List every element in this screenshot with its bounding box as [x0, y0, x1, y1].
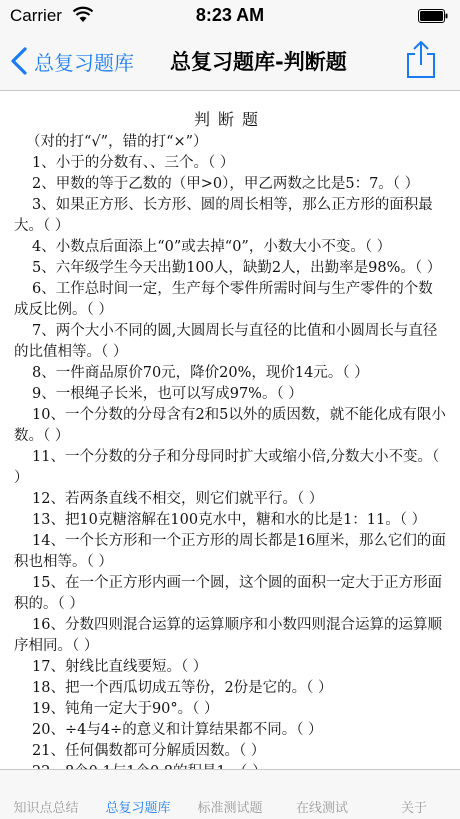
question-item: 13、把10克糖溶解在100克水中，糖和水的比是1：11。（ ） — [32, 512, 427, 528]
chevron-left-icon — [8, 46, 30, 76]
back-button[interactable] — [8, 44, 134, 78]
tab-label: 关于 — [400, 800, 427, 815]
tab-label: 总复习题库 — [105, 800, 171, 815]
question-item: 5、六年级学生今天出勤100人，缺勤2人，出勤率是98%。（ ） — [32, 260, 442, 276]
question-item: 6、工作总时间一定，生产每个零件所需时间与生产零件的个数成反比例。（ ） — [14, 281, 433, 318]
tab-about[interactable] — [368, 770, 460, 819]
document-content[interactable] — [0, 91, 460, 769]
tab-bar — [0, 769, 460, 819]
document-title: 判断题 — [193, 110, 266, 129]
question-item: 16、分数四则混合运算的运算顺序和小数四则混合运算的运算顺序相同。（ ） — [14, 617, 442, 654]
question-item: 19、钝角一定大于90°。（ ） — [32, 701, 219, 717]
question-item: 20、÷4与4÷的意义和计算结果都不同。（ ） — [32, 722, 323, 738]
tab-knowledge-summary[interactable] — [0, 770, 92, 819]
battery-icon — [418, 9, 448, 23]
tab-label: 在线测试 — [295, 800, 348, 815]
navigation-bar — [0, 32, 460, 91]
question-item: 4、小数点后面添上“0”或去掉“0”，小数大小不变。（ ） — [32, 239, 392, 255]
question-item: 15、在一个正方形内画一个圆，这个圆的面积一定大于正方形面积的。（ ） — [14, 575, 442, 612]
status-time: 8:23 AM — [195, 5, 265, 25]
question-item: 21、任何偶数都可分解质因数。（ ） — [32, 743, 266, 759]
carrier-label: Carrier — [10, 6, 62, 25]
question-item: 8、一件商品原价70元，降价20%，现价14元。（ ） — [32, 365, 369, 381]
tab-label: 标准测试题 — [197, 800, 263, 815]
question-item: 12、若两条直线不相交，则它们就平行。（ ） — [32, 491, 324, 507]
question-item: 11、一个分数的分子和分母同时扩大或缩小倍,分数大小不变。（ ） — [14, 449, 440, 486]
instructions-text: （对的打“√”，错的打“×”） — [26, 134, 208, 150]
tab-online-test[interactable] — [276, 770, 368, 819]
question-item: 10、一个分数的分母含有2和5以外的质因数，就不能化成有限小数。（ ） — [14, 407, 446, 444]
back-button-label: 总复习题库 — [34, 50, 134, 75]
question-item: 9、一根绳子长米，也可以写成97%。（ ） — [32, 386, 303, 402]
question-item: 17、射线比直线要短。（ ） — [32, 659, 208, 675]
question-item: 2、甲数的等于乙数的（甲>0），甲乙两数之比是5：7。（ ） — [32, 176, 420, 192]
question-item: 1、小于的分数有、、三个。（ ） — [32, 155, 235, 171]
question-list — [0, 153, 460, 783]
question-item: 7、两个大小不同的圆,大圆周长与直径的比值和小圆周长与直径的比值相等。（ ） — [14, 323, 438, 360]
page-title: 总复习题库-判断题 — [170, 50, 347, 74]
question-item: 3、如果正方形、长方形、圆的周长相等，那么正方形的面积最大。（ ） — [14, 197, 433, 234]
tab-label: 知识点总结 — [13, 800, 79, 815]
question-item: 14、一个长方形和一个正方形的周长都是16厘米，那么它们的面积也相等。（ ） — [14, 533, 446, 570]
status-bar — [0, 0, 460, 32]
tab-standard-tests[interactable] — [184, 770, 276, 819]
tab-review-question-bank[interactable] — [92, 770, 184, 819]
question-item: 18、把一个西瓜切成五等份，2份是它的。（ ） — [32, 680, 333, 696]
share-icon[interactable] — [404, 40, 438, 80]
